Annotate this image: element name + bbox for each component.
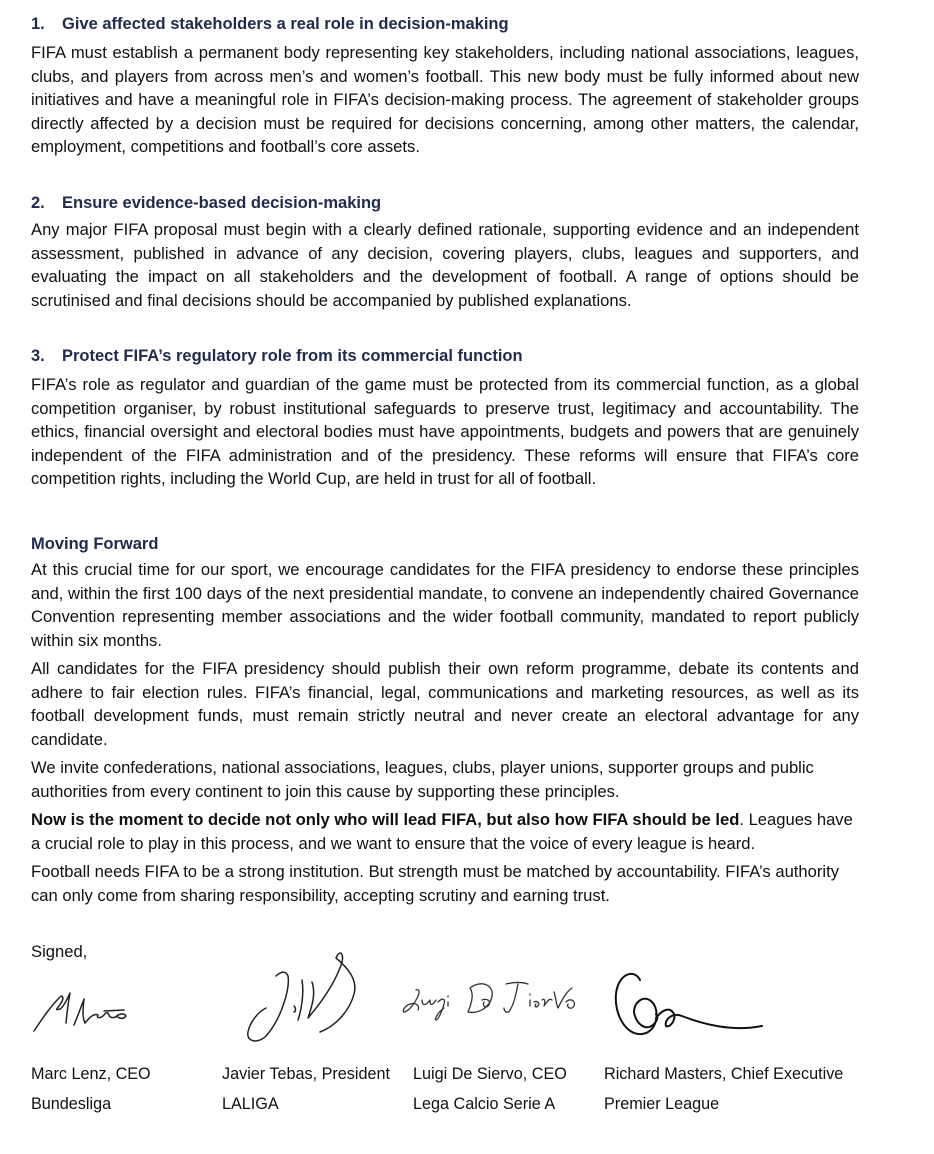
signature-luigi-de-siervo	[398, 968, 588, 1028]
section-1-number: 1.	[31, 15, 45, 33]
section-1-body: FIFA must establish a permanent body representing key stakeholders, including national associations, leagues, clubs, and players from across men’s and women’s football. This new body must be fully informed about new initiatives and have a meaningful role in FIFA’s decision-making process. The agreement of stakeholder groups directly affected by a decision must be required for decisions concerning, among other matters, the calendar, employment, competitions and football’s core assets.	[31, 43, 859, 157]
moving-forward-paragraph-2: All candidates for the FIFA presidency should publish their own reform programme, debate its contents and adhere to fair election rules. FIFA’s financial, legal, communications and marketing resources, as well as its football development funds, must remain strictly neutral and never create an electoral advantage for any candidate.	[31, 659, 859, 749]
moving-forward-paragraph-5: Football needs FIFA to be a strong institution. But strength must be matched by accountability. FIFA’s authority can only come from sharing responsibility, accepting scrutiny and earning trust.	[31, 862, 839, 905]
section-1-heading	[31, 14, 509, 34]
statement-continuation: . Leagues have a crucial role to play in this process, and we want to ensure that the voice of every league is heard.	[31, 810, 853, 853]
section-3-body: FIFA’s role as regulator and guardian of the game must be protected from its commercial function, as a global competition organiser, by robust institutional safeguards to preserve trust, legitimacy and accountability. The ethics, financial oversight and electoral bodies must have appointments, budgets and powers that are genuinely independent of the FIFA administration and of the presidency. These reforms will ensure that FIFA’s core competition rights, including the World Cup, are held in trust for all of football.	[31, 375, 859, 489]
signature-richard-masters	[612, 962, 772, 1042]
signature-javier-tebas	[236, 948, 366, 1048]
moving-forward-paragraph-3: We invite confederations, national associations, leagues, clubs, player unions, supporter groups and public authorities from every continent to join this cause by supporting these principles.	[31, 758, 814, 801]
moving-forward-paragraph-4	[31, 808, 859, 855]
signatory-3-org: Lega Calcio Serie A	[413, 1095, 556, 1113]
section-2-body: Any major FIFA proposal must begin with a clearly defined rationale, supporting evidence and an independent assessment, published in advance of any decision, covering players, clubs, leagues and supporters, and evaluating the impact on all stakeholders and the development of football. A range of options should be scrutinised and final decisions should be accompanied by published explanations.	[31, 220, 859, 310]
signatory-2-org: LALIGA	[222, 1095, 279, 1113]
section-3-number: 3.	[31, 347, 45, 365]
section-2-title: Ensure evidence-based decision-making	[62, 194, 382, 212]
signatory-4-org: Premier League	[604, 1095, 720, 1113]
section-1-title: Give affected stakeholders a real role in decision-making	[62, 15, 509, 33]
moving-forward-paragraph-1: At this crucial time for our sport, we encourage candidates for the FIFA presidency to endorse these principles and, within the first 100 days of the next presidential mandate, to convene an independently chaired Governance Convention representing member associations and the wider football community, mandated to report publicly within six months.	[31, 560, 859, 650]
signature-marc-lenz	[30, 985, 150, 1035]
bold-statement: Now is the moment to decide not only who will lead FIFA, but also how FIFA should be led	[31, 810, 740, 829]
signatory-4-name: Richard Masters, Chief Executive	[604, 1065, 844, 1083]
signatory-2-name: Javier Tebas, President	[222, 1065, 390, 1083]
signatory-3-name: Luigi De Siervo, CEO	[413, 1065, 567, 1083]
section-3-title: Protect FIFA’s regulatory role from its commercial function	[62, 347, 523, 365]
signed-label: Signed,	[31, 942, 88, 961]
section-3-heading	[31, 346, 523, 366]
moving-forward-heading: Moving Forward	[31, 535, 159, 553]
signatory-1-name: Marc Lenz, CEO	[31, 1065, 151, 1083]
signatory-1-org: Bundesliga	[31, 1095, 112, 1113]
section-2-number: 2.	[31, 194, 45, 212]
section-2-heading	[31, 193, 381, 213]
